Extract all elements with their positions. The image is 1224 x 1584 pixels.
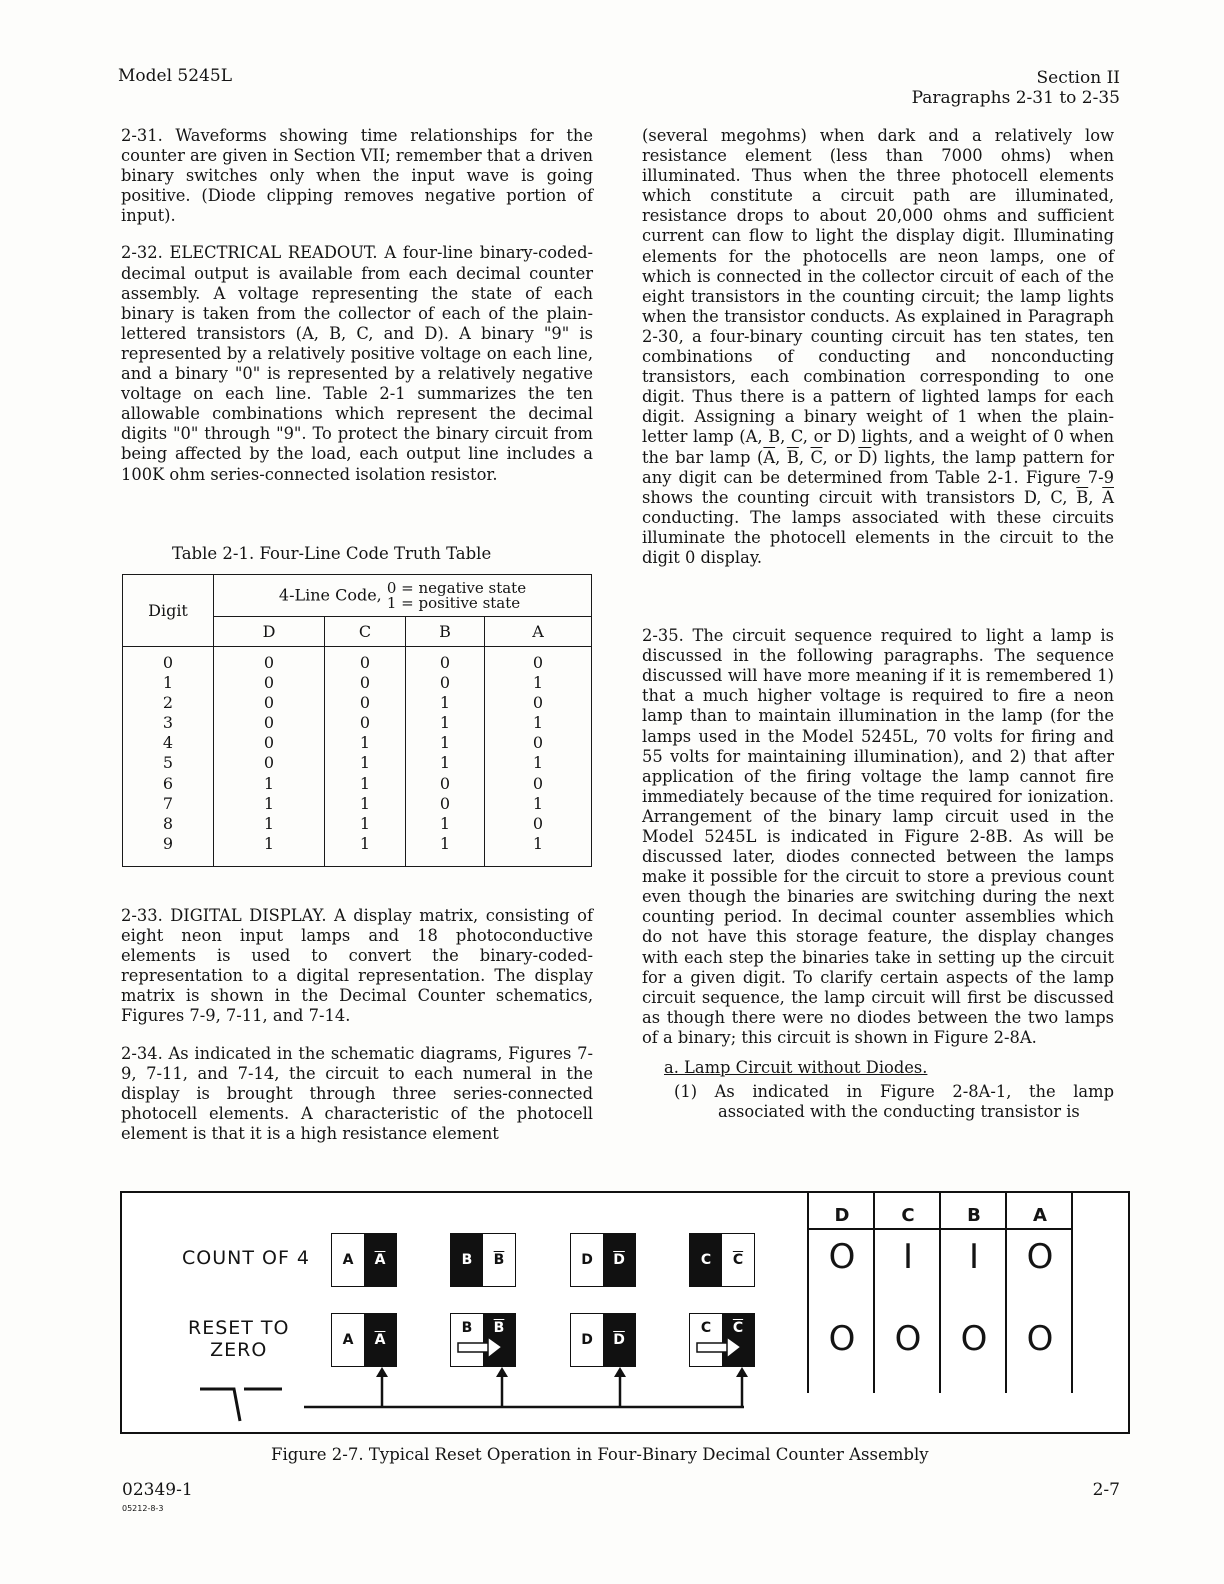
para-2-34-cont: (several megohms) when dark and a relatively low resistance element (less than 7000 ohms) when illuminated. Thus when the three photocell elements which constitute a circuit path are illuminated, resistance drops to about 20,000 ohms and sufficient current can flow to light the display digit. Illuminating elements for the photocells are neon lamps, one of which is connected in the collector circuit of each of the eight transistors in the counting circuit; the lamp lights when the transistor conducts. As explained in Paragraph 2-30, a four-binary counting circuit has ten states, ten combinations of conducting and nonconducting transistors, each combination corresponding to one digit. Thus there is a pattern of lighted lamps for each digit. Assigning a binary weight of 1 when the plain-letter lamp (A, B, C, or D) lights, and a weight of 0 when the bar lamp ($\overline{A}$, $\overline{B}$, $\overline{C}$, or $\overline{D}$) lights, the lamp pattern for any digit can be determined from Table 2-1. Figure 7-9 shows the counting circuit with transistors D, C, $\overline{B}$, $\overline{A}$ conducting. The lamps associated with these circuits illuminate the photocell elements in the circuit to the digit 0 display. — [642, 126, 1115, 567]
para-2-34: 2-34. As indicated in the schematic diagrams, Figures 7-9, 7-11, and 7-14, the circuit to each numeral in the display is brought through three series-connected photocell elements. A characteristic of the photocell element is that it is a high resistance element — [121, 1043, 593, 1143]
code-c-row-2: 0 — [359, 693, 371, 713]
code-d-row-6: 1 — [263, 773, 275, 793]
header-paragraphs: Paragraphs 2-31 to 2-35 — [911, 88, 1120, 108]
code-a-row-0: 0 — [532, 653, 544, 672]
code-d-row-9: 1 — [263, 833, 275, 853]
bar-letter-a-2: $\overline{A}$ — [1102, 487, 1114, 507]
reset-digit-d: O — [828, 1319, 856, 1359]
code-c-row-0: 0 — [359, 653, 371, 672]
row2-label-line2: ZERO — [210, 1339, 268, 1361]
bar-letter-d: $\overline{D}$ — [858, 447, 872, 467]
reset-wiring — [122, 1193, 808, 1432]
code-b-row-2: 1 — [439, 693, 451, 713]
code-a-row-6: 0 — [532, 773, 544, 793]
digit-row-9: 9 — [162, 833, 174, 853]
digit-header: Digit — [123, 575, 214, 647]
header-section-title: Section II — [1036, 68, 1120, 88]
bar-letter-c: $\overline{C}$ — [810, 447, 823, 467]
code-d-row-1: 0 — [263, 673, 275, 693]
digit-row-4: 4 — [162, 733, 174, 753]
readout-col-a: A — [1033, 1205, 1047, 1226]
footer-small-code: 05212-8-3 — [122, 1504, 164, 1513]
subheading-a: a. Lamp Circuit without Diodes. — [664, 1058, 928, 1078]
code-b-row-4: 1 — [439, 733, 451, 753]
code-b-row-8: 1 — [439, 813, 451, 833]
reset-lamp-b: B — [451, 1314, 483, 1366]
readout-col-b: B — [967, 1205, 981, 1226]
code-a-row-7: 1 — [532, 793, 544, 813]
code-a-row-2: 0 — [532, 693, 544, 713]
code-b-row-5: 1 — [439, 753, 451, 773]
code-c-row-4: 1 — [359, 733, 371, 753]
reset-lamp-d-bar: $\overline{D}$ — [603, 1314, 635, 1366]
count4-digit-d: O — [828, 1237, 856, 1277]
readout-col-d: D — [834, 1205, 850, 1226]
reset-pulse-icon — [200, 1389, 282, 1421]
code-c-row-6: 1 — [359, 773, 371, 793]
code-b-row-0: 0 — [439, 653, 451, 672]
left-column-lower — [121, 906, 593, 1161]
digit-row-8: 8 — [162, 813, 174, 833]
code-b-row-7: 0 — [439, 793, 451, 813]
lamp-a-bar: $\overline{A}$ — [364, 1234, 396, 1286]
reset-lamp-c: C — [690, 1314, 722, 1366]
figure-caption: Figure 2-7. Typical Reset Operation in Four-Binary Decimal Counter Assembly — [271, 1445, 929, 1464]
col-header-c: C — [325, 617, 406, 647]
legend-1: 1 = positive state — [386, 593, 521, 612]
reset-lamp-a-bar: $\overline{A}$ — [364, 1314, 396, 1366]
lamp-d-bar: $\overline{D}$ — [603, 1234, 635, 1286]
left-column — [121, 126, 593, 502]
code-a-row-1: 1 — [532, 673, 544, 693]
count4-digit-c: I — [902, 1237, 914, 1277]
table-caption: Table 2-1. Four-Line Code Truth Table — [172, 544, 492, 563]
digit-row-6: 6 — [162, 773, 174, 793]
figure-2-7 — [120, 1191, 1130, 1434]
code-d-row-0: 0 — [263, 653, 275, 672]
digit-row-0: 0 — [162, 653, 174, 672]
digit-row-3: 3 — [162, 713, 174, 733]
reset-digit-b: O — [960, 1319, 988, 1359]
code-d-row-2: 0 — [263, 693, 275, 713]
col-header-a: A — [485, 617, 592, 647]
item-1: (1) As indicated in Figure 2-8A-1, the lamp associated with the conducting transistor is — [674, 1082, 1114, 1122]
code-a-row-5: 1 — [532, 753, 544, 773]
c-cell — [325, 647, 406, 867]
lamp-d: D — [571, 1234, 603, 1286]
code-d-row-8: 1 — [263, 813, 275, 833]
readout-grid — [802, 1193, 1128, 1432]
para-2-35: 2-35. The circuit sequence required to light a lamp is discussed in the following paragraphs. The sequence discussed will have more meaning if it is remembered 1) that a much higher voltage is required to fire a neon lamp than to maintain illumination in the lamp (for the lamps used in the Model 5245L, 70 volts for firing and 55 volts for maintaining illumination), and 2) that after application of the firing voltage the lamp cannot fire immediately because of the time required for ionization. Arrangement of the binary lamp circuit used in the Model 5245L is indicated in Figure 2-8B. As will be discussed later, diodes connected between the lamps make it possible for the circuit to store a previous count even though the binaries are switching during the next counting period. In decimal counter assemblies which do not have this storage feature, the display changes with each step the binaries take in setting up the circuit for a given digit. To clarify certain aspects of the lamp circuit sequence, the lamp circuit will first be discussed as though there were no diodes between the two lamps of a binary; this circuit is shown in Figure 2-8A. — [642, 626, 1114, 1047]
reset-lamp-c-bar: $\overline{C}$ — [722, 1314, 754, 1366]
lamp-b: B — [451, 1234, 483, 1286]
legend-0: 0 = negative state — [386, 578, 527, 597]
digit-row-1: 1 — [162, 673, 174, 693]
footer-doc-number: 02349-1 — [122, 1480, 193, 1500]
digit-row-2: 2 — [162, 693, 174, 713]
col-header-d: D — [214, 617, 325, 647]
footer-page: 2-7 — [1092, 1480, 1120, 1500]
code-c-row-8: 1 — [359, 813, 371, 833]
d-cell — [214, 647, 325, 867]
code-c-row-7: 1 — [359, 793, 371, 813]
reset-lamp-d: D — [571, 1314, 603, 1366]
col-header-b: B — [406, 617, 485, 647]
reset-lamp-b-bar: $\overline{B}$ — [483, 1314, 515, 1366]
lamp-c: C — [690, 1234, 722, 1286]
lamp-b-bar: $\overline{B}$ — [483, 1234, 515, 1286]
right-column — [642, 126, 1114, 1139]
arrow-icon-c — [697, 1337, 741, 1358]
bar-letter-b: $\overline{B}$ — [786, 447, 799, 467]
row1-label: COUNT OF 4 — [182, 1247, 310, 1269]
lamp-a: A — [332, 1234, 364, 1286]
code-a-row-3: 1 — [532, 713, 544, 733]
code-b-row-3: 1 — [439, 713, 451, 733]
para-2-34-cont-text-2: ) lights, the lamp pattern for any digit can be determined from Table 2-1. Figure 7-9 shows the counting circuit with transistors D, C, — [642, 447, 1115, 507]
header-section — [912, 68, 1120, 108]
code-c-row-9: 1 — [359, 833, 371, 853]
bar-letter-b-2: $\overline{B}$ — [1076, 487, 1089, 507]
reset-digit-a: O — [1026, 1319, 1054, 1359]
code-legend — [386, 578, 527, 612]
code-header — [214, 575, 592, 617]
code-a-row-4: 0 — [532, 733, 544, 753]
para-2-34-cont-text-1: (several megohms) when dark and a relatively low resistance element (less than 7000 ohms) when illuminated. Thus when the three photocell elements which constitute a circuit path are illuminated, resistance drops to about 20,000 ohms and sufficient current can flow to light the display digit. Illuminating elements for the photocells are neon lamps, one of which is connected in the collector circuit of each of the eight transistors in the counting circuit; the lamp lights when the transistor conducts. As explained in Paragraph 2-30, a four-binary counting circuit has ten states, ten combinations of conducting and nonconducting transistors, each combination corresponding to one digit. Thus there is a pattern of lighted lamps for each digit. Assigning a binary weight of 1 when the plain-letter lamp (A, B, C, or D) lights, and a weight of 0 when the bar lamp ( — [642, 126, 1114, 467]
lamp-c-bar: $\overline{C}$ — [722, 1234, 754, 1286]
header-model: Model 5245L — [118, 66, 232, 86]
count4-digit-b: I — [968, 1237, 980, 1277]
code-d-row-5: 0 — [263, 753, 275, 773]
reset-digit-c: O — [894, 1319, 922, 1359]
code-b-row-1: 0 — [439, 673, 451, 693]
a-cell — [485, 647, 592, 867]
code-header-label: 4-Line Code, — [278, 585, 382, 604]
count4-digit-a: O — [1026, 1237, 1054, 1277]
digit-row-5: 5 — [162, 753, 174, 773]
code-a-row-9: 1 — [532, 833, 544, 853]
para-2-33: 2-33. DIGITAL DISPLAY. A display matrix, consisting of eight neon input lamps and 18 photoconductive elements is used to convert the binary-coded-representation to a digital representation. The display matrix is shown in the Decimal Counter schematics, Figures 7-9, 7-11, and 7-14. — [121, 906, 593, 1026]
code-a-row-8: 0 — [532, 813, 544, 833]
row2-label-line1: RESET TO — [188, 1317, 290, 1339]
arrow-icon-b — [458, 1337, 502, 1358]
truth-table — [122, 574, 592, 867]
digits-cell — [123, 647, 214, 867]
reset-lamp-a: A — [332, 1314, 364, 1366]
code-b-row-9: 1 — [439, 833, 451, 853]
code-c-row-3: 0 — [359, 713, 371, 733]
code-c-row-5: 1 — [359, 753, 371, 773]
para-2-32: 2-32. ELECTRICAL READOUT. A four-line binary-coded-decimal output is available from each decimal counter assembly. A voltage representing the state of each binary is taken from the collector of each of the plain-lettered transistors (A, B, C, and D). A binary "9" is represented by a relatively positive voltage on each line, and a binary "0" is represented by a relatively negative voltage on each line. Table 2-1 summarizes the ten allowable combinations which represent the decimal digits "0" through "9". To protect the binary circuit from being affected by the load, each output line includes a 100K ohm series-connected isolation resistor. — [121, 243, 593, 484]
para-2-31: 2-31. Waveforms showing time relationships for the counter are given in Section VII; remember that a driven binary switches only when the input wave is going positive. (Diode clipping removes negative portion of input). — [121, 126, 593, 226]
para-2-34-cont-text-3: conducting. The lamps associated with these circuits illuminate the photocell elements in the circuit to the digit 0 display. — [642, 507, 1114, 567]
code-d-row-4: 0 — [263, 733, 275, 753]
readout-col-c: C — [901, 1205, 915, 1226]
code-d-row-7: 1 — [263, 793, 275, 813]
b-cell — [406, 647, 485, 867]
code-b-row-6: 0 — [439, 773, 451, 793]
code-d-row-3: 0 — [263, 713, 275, 733]
code-c-row-1: 0 — [359, 673, 371, 693]
bar-letter-a: $\overline{A}$ — [763, 447, 776, 467]
digit-row-7: 7 — [162, 793, 174, 813]
